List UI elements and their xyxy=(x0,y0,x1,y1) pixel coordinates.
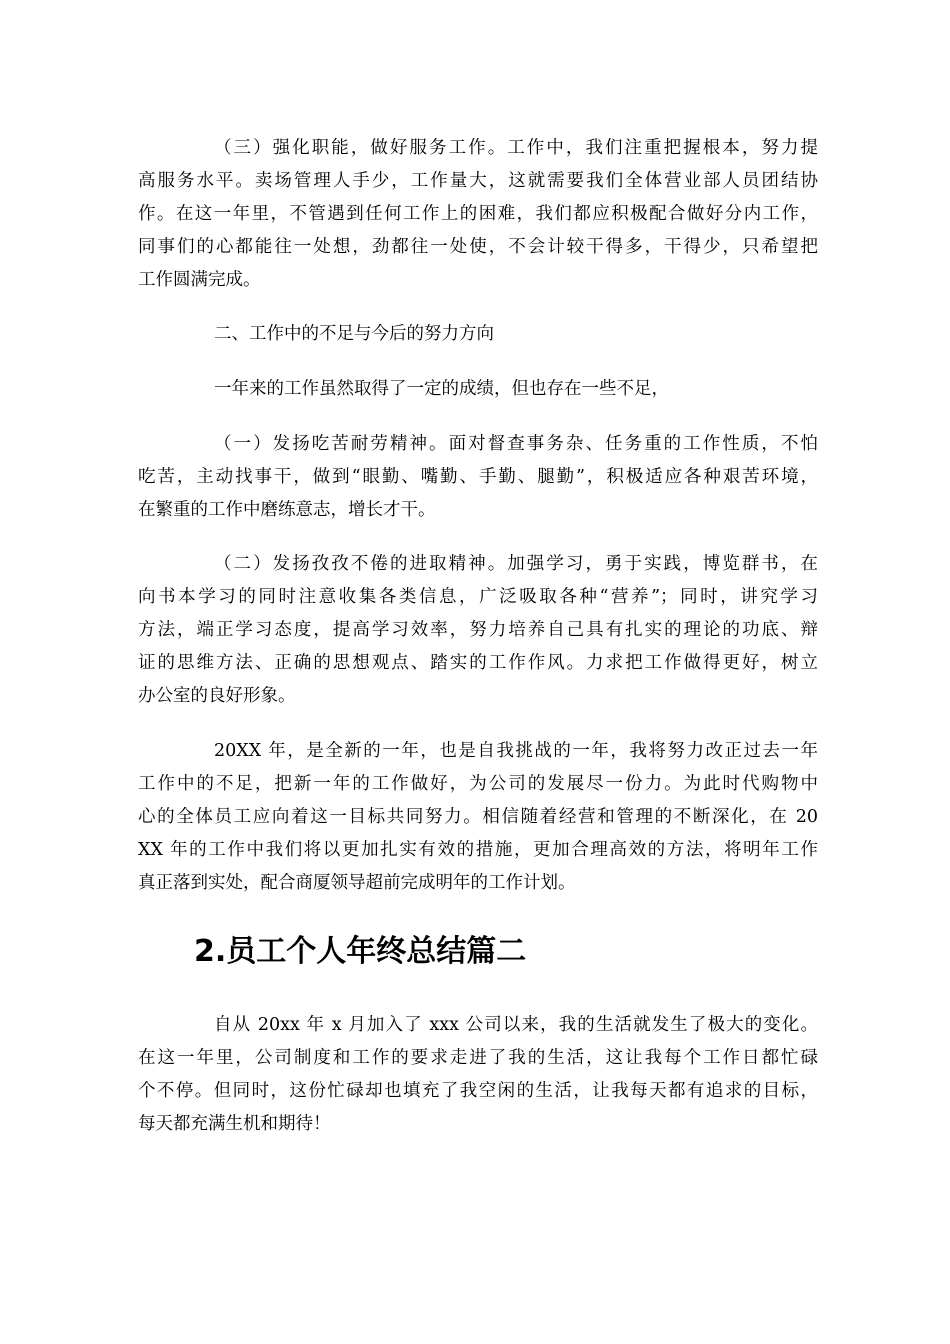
paragraph-strengthen-function xyxy=(138,132,818,297)
paragraph-joined-company xyxy=(138,1009,818,1141)
text-line: 高服务水平。卖场管理人手少，工作量大，这就需要我们全体营业部人员团结协 xyxy=(138,171,818,191)
text-line: 工作中的不足，把新一年的工作做好，为公司的发展尽一份力。为此时代购物中 xyxy=(138,774,818,794)
text-line: 作。在这一年里，不管遇到任何工作上的困难，我们都应积极配合做好分内工作， xyxy=(138,204,818,224)
text-line: 同事们的心都能往一处想，劲都往一处使，不会计较干得多，干得少，只希望把 xyxy=(138,237,818,257)
section-heading: 2.员工个人年终总结篇二 xyxy=(194,934,527,969)
paragraph-new-year xyxy=(138,735,818,900)
text-line: 20XX 年，是全新的一年，也是自我挑战的一年，我将努力改正过去一年 xyxy=(214,741,818,761)
text-line: 在这一年里，公司制度和工作的要求走进了我的生活，这让我每个工作日都忙碌 xyxy=(138,1048,818,1068)
text-line: 自从 20xx 年 x 月加入了 xxx 公司以来，我的生活就发生了极大的变化。 xyxy=(214,1015,818,1035)
text-line: （二）发扬孜孜不倦的进取精神。加强学习，勇于实践，博览群书，在 xyxy=(214,554,818,574)
text-line: （三）强化职能，做好服务工作。工作中，我们注重把握根本，努力提 xyxy=(214,138,818,158)
text-line: 一年来的工作虽然取得了一定的成绩，但也存在一些不足， xyxy=(214,379,669,399)
text-line: 办公室的良好形象。 xyxy=(138,686,296,706)
text-line: 个不停。但同时，这份忙碌却也填充了我空闲的生活，让我每天都有追求的目标， xyxy=(138,1081,818,1101)
text-line: 吃苦，主动找事干，做到“眼勤、嘴勤、手勤、腿勤”，积极适应各种艰苦环境， xyxy=(138,467,818,487)
text-line: 在繁重的工作中磨练意志，增长才干。 xyxy=(138,500,436,520)
section-subtitle xyxy=(138,318,818,351)
text-line: 心的全体员工应向着这一目标共同努力。相信随着经营和管理的不断深化，在 20 xyxy=(138,807,818,827)
text-line: （一）发扬吃苦耐劳精神。面对督查事务杂、任务重的工作性质，不怕 xyxy=(214,434,818,454)
text-line: 方法，端正学习态度，提高学习效率，努力培养自己具有扎实的理论的功底、辩 xyxy=(138,620,818,640)
paragraph-study-spirit xyxy=(138,548,818,713)
paragraph-hard-work xyxy=(138,428,818,527)
text-line: 工作圆满完成。 xyxy=(138,270,261,290)
text-line: XX 年的工作中我们将以更加扎实有效的措施，更加合理高效的方法，将明年工作 xyxy=(138,840,818,860)
text-line: 向书本学习的同时注意收集各类信息，广泛吸取各种“营养”；同时，讲究学习 xyxy=(138,587,818,607)
paragraph-shortcomings-intro xyxy=(138,373,818,406)
text-line: 每天都充满生机和期待！ xyxy=(138,1114,331,1134)
text-line: 证的思维方法、正确的思想观点、踏实的工作作风。力求把工作做得更好，树立 xyxy=(138,653,818,673)
text-line: 真正落到实处，配合商厦领导超前完成明年的工作计划。 xyxy=(138,873,576,893)
text-line: 二、工作中的不足与今后的努力方向 xyxy=(214,324,494,344)
